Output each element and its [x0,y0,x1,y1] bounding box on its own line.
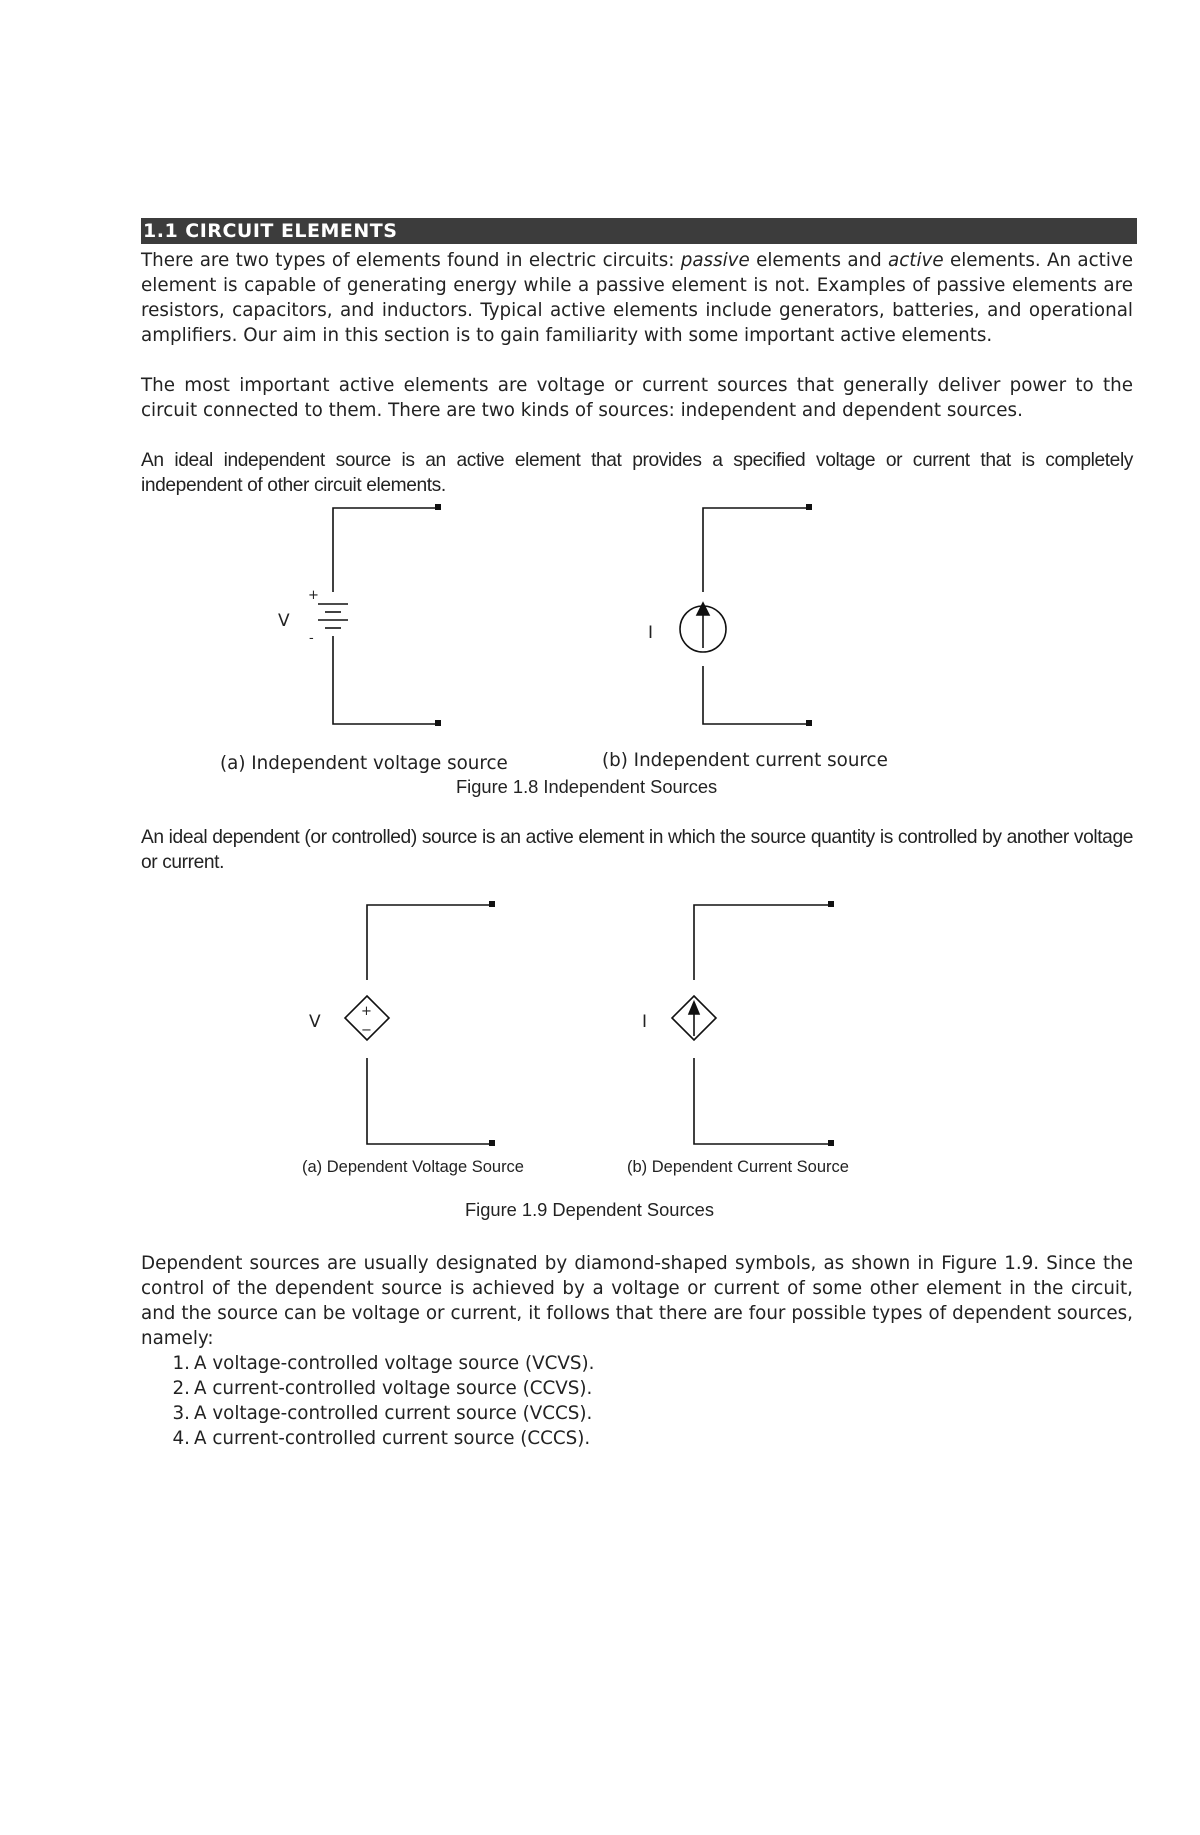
independent-source-paragraph: An ideal independent source is an active element that provides a specified voltage or current that is completely independent of other circuit elements. [141,450,1133,496]
list-text: A current-controlled voltage source (CCVS). [194,1378,593,1399]
list-item [141,1426,594,1451]
figure-1-9-title: Figure 1.9 Dependent Sources [465,1199,714,1220]
passive-term: passive [680,250,750,271]
figure-1-9-caption-b: (b) Dependent Current Source [627,1158,849,1176]
intro-text-3: elements. An active element is capable of generating energy while a passive element is not. Examples of passive elements are resistors, capacitors, and inductors. Typical active elements include generators, batteries, and operational amplifiers. Our aim in this section is to gain familiarity with some important active elements. [141,250,1133,346]
figure-1-8-caption-a: (a) Independent voltage source [220,753,508,774]
list-item [141,1376,594,1401]
figure-1-8-title: Figure 1.8 Independent Sources [456,776,718,797]
list-text: A voltage-controlled voltage source (VCVS). [194,1353,595,1374]
list-item [141,1351,594,1376]
dependent-source-types-list [141,1351,594,1451]
diamond-symbols-paragraph: Dependent sources are usually designated by diamond-shaped symbols, as shown in Figure 1.9. Since the control of the dependent source is achieved by a voltage or current of some other element in the circuit, and the source can be voltage or current, it follows that there are four possible types of dependent sources, namely: [141,1253,1133,1349]
list-text: A current-controlled current source (CCCS). [194,1428,591,1449]
independent-voltage-source-diagram [318,504,441,726]
section-number: 1.1 [143,220,179,242]
dependent-voltage-label: V [309,1012,321,1032]
dependent-source-paragraph: An ideal dependent (or controlled) source is an active element in which the source quantity is controlled by another voltage or current. [141,827,1133,873]
independent-current-source-diagram [680,504,812,726]
dependent-minus-sign: − [361,1023,372,1038]
minus-sign: - [309,631,314,646]
list-number: 1. [172,1353,190,1374]
section-title: CIRCUIT ELEMENTS [185,220,398,242]
dependent-plus-sign: + [361,1004,372,1019]
list-number: 3. [172,1403,190,1424]
dependent-current-source-diagram [672,901,834,1146]
figure-1-8-caption-b: (b) Independent current source [602,750,888,771]
intro-text-2: elements and [749,250,889,271]
dependent-current-label: I [642,1012,648,1032]
intro-text-1: There are two types of elements found in electric circuits: [141,250,681,271]
sources-paragraph: The most important active elements are voltage or current sources that generally deliver power to the circuit connected to them. There are two kinds of sources: independent and dependent sources. [141,375,1133,421]
plus-sign: + [308,588,319,603]
figure-1-9-caption-a: (a) Dependent Voltage Source [302,1158,524,1176]
list-item [141,1401,594,1426]
list-number: 2. [172,1378,190,1399]
list-text: A voltage-controlled current source (VCCS). [194,1403,593,1424]
current-label: I [648,623,654,643]
list-number: 4. [172,1428,190,1449]
voltage-label: V [278,611,290,631]
active-term: active [888,250,944,271]
